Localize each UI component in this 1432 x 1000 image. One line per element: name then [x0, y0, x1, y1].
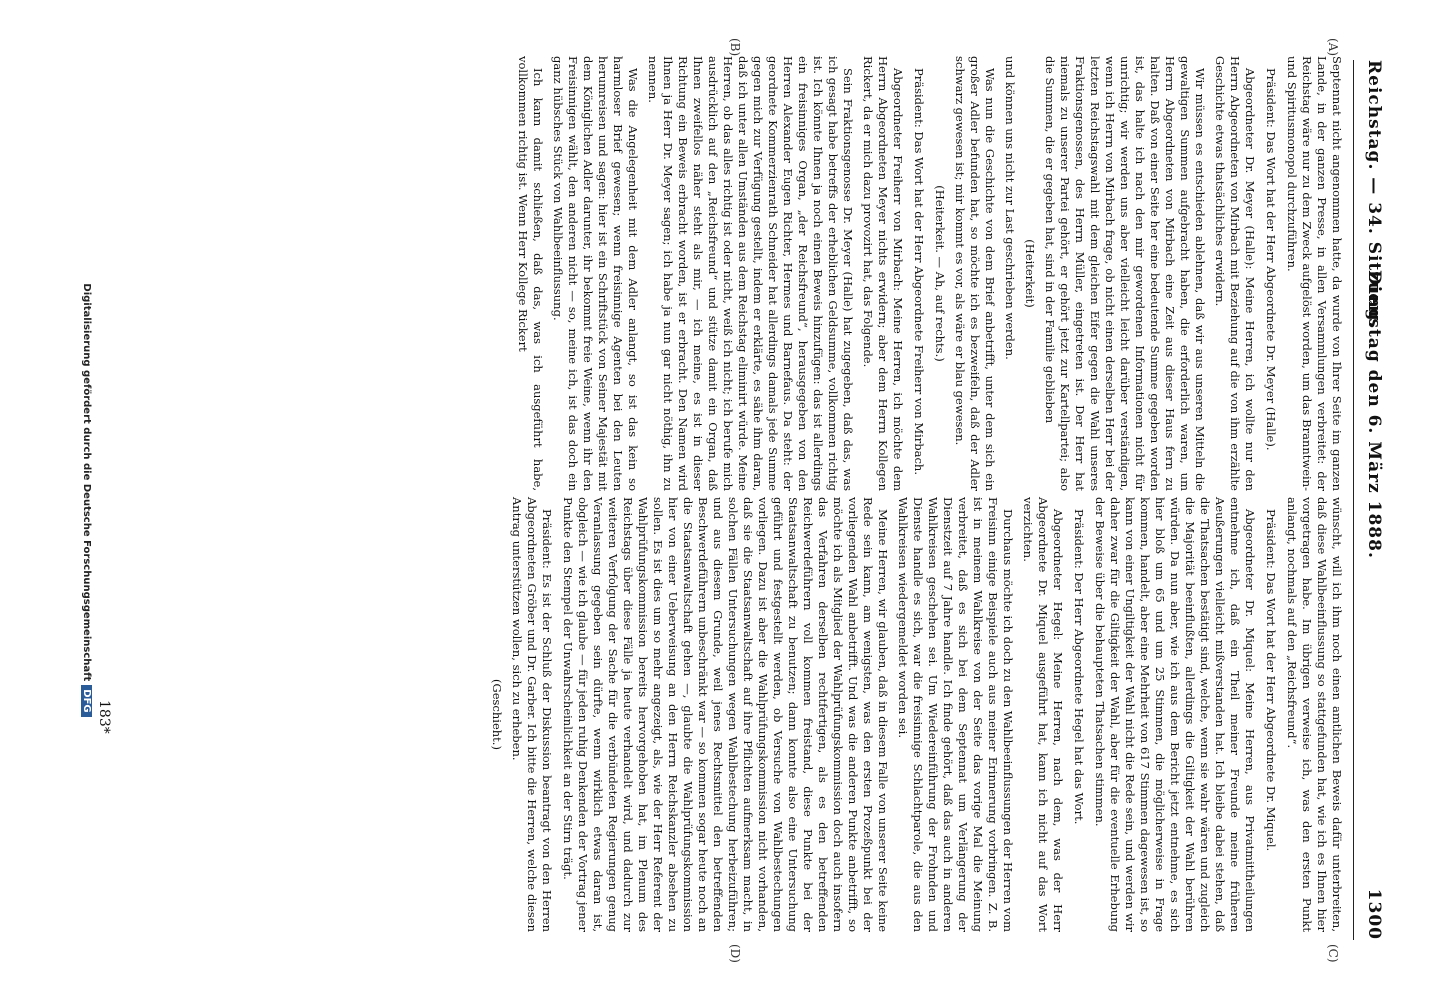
paragraph: Durchaus möchte ich doch zu den Wahlbeeinflussungen der Herren vom Freisinn einige Beispiele auch aus meiner Erinnerung vorbringen. Z. B. ist in meinem Wahlkreise von der Seite das vorige Mal die Meinung verbreitet, daß es sich bei dem Septennat um Verlängerung der Dienstzeit auf 7 Jahre handle. Ich finde gehört, daß das auch in anderen Wahlkreisen geschehen sei. Um Wiedereinführung der Frohnden und Dienste handle es sich, war die freisinnige Schlachtparole, die aus den Wahlkreisen wiedergemeldet worden sei.	[896, 497, 1015, 932]
paragraph: Was nun die Geschichte von dem Brief anbetrifft, unter dem sich ein großer Adler befunden hat, so möchte ich es bezweifeln, daß der Adler schwarz gewesen ist; mir kommt es vor, als wäre er blau gewesen.	[953, 56, 997, 491]
paragraph: Präsident: Der Herr Abgeordnete Hegel hat das Wort.	[1072, 509, 1086, 825]
signature-mark: 183*	[96, 700, 112, 734]
paragraph: Präsident: Das Wort hat der Herr Abgeordnete Dr. Meyer (Halle).	[1264, 68, 1278, 451]
paragraph: Ich kann damit schließen, daß das, was ich ausgeführt habe, vollkommen richtig ist. Wenn Herr Kollege Rickert	[516, 56, 545, 491]
paragraph: Septennat nicht angenommen hatte, da wurde von Ihrer Seite im ganzen Lande, in der ganzen Presse, in allen Versammlungen verbreitet: der Reichstag wäre nur zu dem Zweck aufgelöst worden, um das Branntwein- und Spiritusmonopol durchzuführen.	[1285, 56, 1344, 491]
paragraph: Abgeordneter Freiherr von Mirbach: Meine Herren, ich möchte dem Herrn Abgeordneten Meyer nichts erwidern; aber dem Herrn Kollegen Rickert, da er mich dazu provozirt hat, das Folgende.	[861, 56, 905, 491]
digitization-note	[81, 0, 92, 1000]
margin-mark-b: (B)	[728, 38, 742, 57]
header-right: Dienstag den 6. März 1888.	[1364, 270, 1384, 559]
paragraph: wünscht, will ich ihm noch einen amtlichen Beweis dafür unterbreiten, daß diese Wahlbeeinflussung so stattgefunden hat, wie ich es Ihnen hier vorgetragen habe. Im übrigen verweise ich, was den ersten Punkt anlangt, nochmals auf den „Reichsfreund“.	[1285, 497, 1344, 932]
header-rule	[1353, 60, 1354, 940]
paragraph: Meine Herren, wir glauben, daß in diesem Falle von unserer Seite keine Rede sein kann, am wenigsten, was den ersten Prozeßpunkt bei der vorliegenden Wahl anbetrifft. Und was die anderen Punkte anbetrifft, so möchte ich als Mitglied der Wahlprüfungskommission doch auch insofern das Verfahren derselben rechtfertigen, als es den betreffenden Reichwerdeführern voll kommen freistand, diese Punkte bei der Staatsanwaltschaft zu benutzen; dann konnte also eine Untersuchung geführt und festgestellt werden, ob Versuche von Wahlbestechungen vorliegen. Dazu ist aber die Wahlprüfungskommission nicht vorhanden, daß sie die Staatsanwaltschaft auf ihre Pflichten aufmerksam macht, in solchen Fällen Untersuchungen wegen Wahlbestechung herbeizuführen; und aus diesem Grunde, weil jenes Rechtsmittel den betreffenden Beschwerdeführern unbeschränkt war — so kommen sogar heute noch an die Staatsanwaltschaft gehen —, glaubte die Wahlprüfungskommission hier von einer Ueberweisung an den Herrn Reichskanzler absehen zu sollen. Es ist dies um so mehr angezeigt, als, wie der Herr Referent der Wahlprüfungskommission bereits hervorgehoben hat, im Plenum des Reichstags über diese Fälle ja heute verhandelt wird, und dadurch zur weiteren Verfolgung der Sache für die verbündeten Regierungen genug Veranlassung gegeben sein dürfte, wenn wirklich etwas daran ist, obgleich — wie ich glaube — für jeden ruhig Denkenden der Vortrag jener Punkte den Stempel der Unwahrscheinlichkeit an der Stirn trägt.	[561, 497, 890, 932]
paragraph: Wir müssen es entschieden ablehnen, daß wir aus unseren Mitteln die gewaltigen Summen aufgebracht haben, die erforderlich waren, um Herrn Abgeordneten von Mirbach eine Zeit aus dieser Haus fern zu halten. Daß von einer Seite her eine bedeutende Summe gegeben worden ist, das halte ich nach den mir gewordenen Informationen nicht für unrichtig; wir werden uns aber vielleicht leicht darüber verständigen, wenn ich Herrn von Mirbach frage, ob nicht einen derselben Herr bei der letzten Reichstagswahl mit dem gleichen Eifer gegen die Wahl unseres Fraktionsgenossen, des Herrn Müller, eingetreten ist. Der Herr hat niemals zu unserer Partei gehört, er gehört jetzt zur Kartellpartei; also die Summen, die er gegeben hat, sind in der Familie geblieben	[1043, 56, 1207, 491]
digitization-text: Digitalisierung gefördert durch die Deutsche Forschungsgemeinschaft	[81, 283, 92, 682]
margin-mark-a: (A)	[1326, 38, 1340, 57]
paragraph: (Geschieht.)	[490, 679, 504, 750]
header-left: Reichstag. — 34. Sitzung.	[1364, 60, 1384, 329]
margin-mark-c: (C)	[1326, 944, 1340, 963]
column-left	[510, 56, 1344, 491]
page-number: 1300	[1364, 888, 1384, 940]
page-header	[1354, 60, 1394, 940]
paragraph: und können uns nicht zur Last geschrieben werden.	[1003, 56, 1017, 360]
paragraph: Präsident: Das Wort hat der Herr Abgeordnete Freiherr von Mirbach.	[912, 68, 926, 475]
paragraph: Abgeordneter Dr. Meyer (Halle): Meine Herren, ich wollte nur den Herrn Abgeordneten von Mirbach mit Beziehung auf die von ihm erzählte Geschichte etwas thatsächliches erwidern.	[1213, 56, 1257, 491]
paragraph: Was die Angelegenheit mit dem Adler anlangt, so ist das kein so harmloser Brief gewesen; wenn freisinnige Agenten bei den Leuten herumreisen und sagen: hier ist ein Schriftstück von Seiner Majestät mit dem Königlichen Adler darunter, ihr bekommt freie Weine, wenn ihr den Freisinnigen wählt, den anderen nicht — so, meine ich, ist das doch ein ganz hübsches Stück von Wahlbeeinflussung.	[551, 56, 640, 491]
paragraph: Präsident: Das Wort hat der Herr Abgeordnete Dr. Miquel.	[1264, 509, 1278, 852]
paragraph: Präsident: Es ist der Schluß der Diskussion beantragt von den Herren Abgeordneten Gröber und Dr. Garber. Ich bitte die Herren, welche diesen Antrag unterstützen wollen, sich zu erheben.	[510, 497, 554, 932]
paragraph: (Heiterkeit)	[1023, 239, 1037, 308]
paragraph: Sein Fraktionsgenosse Dr. Meyer (Halle) hat zugegeben, daß das, was ich gesagt habe betreffs der erheblichen Geldsumme, vollkommen richtig ist. Ich könnte Ihnen ja noch einen Beweis hinzufügen: das ist allerdings ein freisinniges Organ, „der Reichsfreund“, herausgegeben von den Herren Alexander Eugen Richter, Hermes und Barnefaus. Da steht: der geordnete Kommerzienrath Schneider hat allerdings damals jede Summe gegen mich zur Verfügung gestellt, indem er erklärte, es sähe ihm daran, daß ich unter allen Umständen aus dem Reichstag eliminirt würde. Meine Herren, ob das alles richtig ist oder nicht, weiß ich nicht; ich berufe mich ausdrücklich auf den „Reichsfreund“ und stütze damit ein Organ, daß Ihnen zweifellos näher steht als mir, — ich meine, es ist in dieser Richtung ein Beweis erbracht worden, ist er erbracht. Den Namen wird Ihnen ja Herr Dr. Meyer sagen; ich habe ja nun gar nicht nöthig, ihn zu nennen.	[646, 56, 855, 491]
dfg-logo: DFG	[81, 685, 92, 716]
paragraph: Abgeordneter Dr. Miquel: Meine Herren, aus Privatmittheilungen entnehme ich, daß ein Theil meiner Freunde meine früheren Aeußerungen vielleicht mißverstanden hat. Ich bleibe dabei stehen, daß die Thatsachen bestätigt sind, welche, wenn sie wahr wären und zugleich die Majorität beeinflußten, allerdings die Giltigkeit der Wahl berühren würden. Da nun aber, wie ich aus dem Bericht jetzt entnehme, es sich hier bloß um 65 und um 25 Stimmen, die möglicherweise in Frage kommen, handelt, aber eine Mehrheit von 617 Stimmen dagewesen ist, so kann von einer Ungiltigkeit der Wahl nicht die Rede sein, und werden wir daher zwar für die Giltigkeit der Wahl, aber für die eventuelle Erhebung der Beweise über die behaupteten Thatsachen stimmen.	[1093, 497, 1257, 932]
column-right	[484, 497, 1344, 932]
paragraph: (Heiterkeit. — Ah, auf rechts.)	[933, 185, 947, 362]
paragraph: Abgeordneter Hegel: Meine Herren, nach dem, was der Herr Abgeordnete Dr. Miquel ausgeführt hat, kann ich nicht auf das Wort verzichten.	[1021, 497, 1065, 932]
margin-mark-d: (D)	[728, 944, 742, 963]
